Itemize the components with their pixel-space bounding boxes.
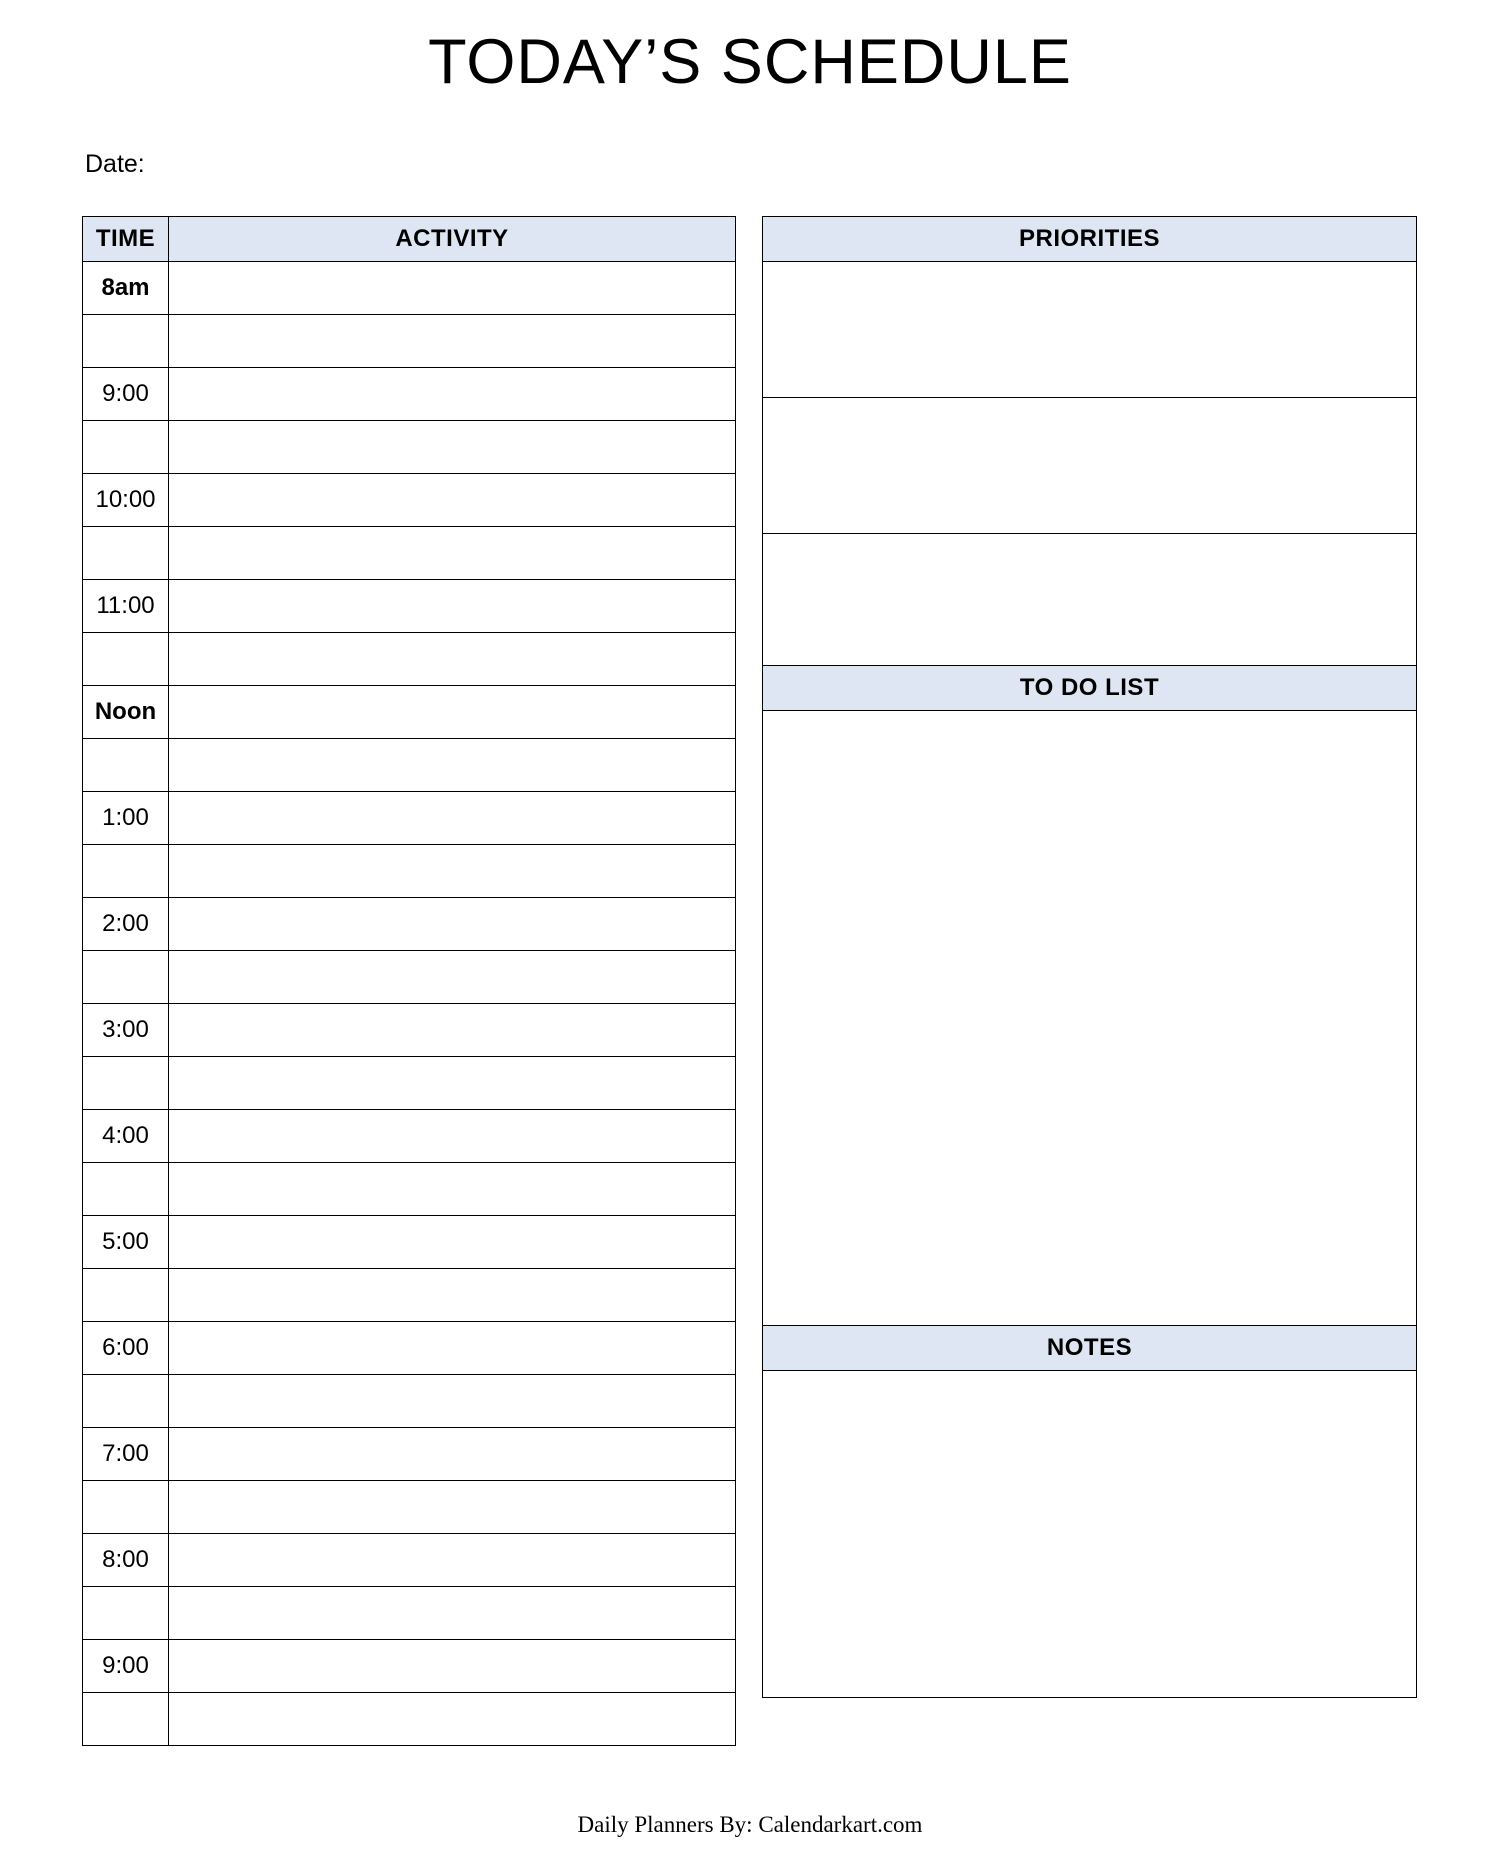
footer-credit: Daily Planners By: Calendarkart.com bbox=[577, 1812, 923, 1837]
activity-cell[interactable] bbox=[169, 368, 736, 421]
schedule-row bbox=[83, 1640, 736, 1693]
priorities-panel bbox=[762, 216, 1417, 666]
schedule-row bbox=[83, 1110, 736, 1163]
schedule-row bbox=[83, 315, 736, 368]
schedule-row bbox=[83, 1269, 736, 1322]
notes-title: NOTES bbox=[763, 1326, 1416, 1371]
schedule-row bbox=[83, 1693, 736, 1746]
time-cell bbox=[83, 951, 169, 1004]
schedule-row bbox=[83, 792, 736, 845]
page-title: TODAY’S SCHEDULE bbox=[428, 27, 1072, 97]
activity-cell[interactable] bbox=[169, 1481, 736, 1534]
time-cell bbox=[83, 1693, 169, 1746]
priorities-title: PRIORITIES bbox=[763, 217, 1416, 262]
schedule-row bbox=[83, 1587, 736, 1640]
schedule-row bbox=[83, 474, 736, 527]
activity-cell[interactable] bbox=[169, 1110, 736, 1163]
time-cell: 1:00 bbox=[83, 792, 169, 845]
schedule-table bbox=[82, 216, 736, 1746]
schedule-row bbox=[83, 1375, 736, 1428]
time-cell bbox=[83, 1587, 169, 1640]
time-cell bbox=[83, 421, 169, 474]
time-cell bbox=[83, 845, 169, 898]
activity-cell[interactable] bbox=[169, 527, 736, 580]
time-cell bbox=[83, 633, 169, 686]
time-cell: 6:00 bbox=[83, 1322, 169, 1375]
schedule-row bbox=[83, 580, 736, 633]
priority-row[interactable] bbox=[763, 534, 1416, 669]
activity-cell[interactable] bbox=[169, 1004, 736, 1057]
schedule-row bbox=[83, 1322, 736, 1375]
activity-cell[interactable] bbox=[169, 686, 736, 739]
schedule-row bbox=[83, 262, 736, 315]
time-cell: 11:00 bbox=[83, 580, 169, 633]
schedule-header-row bbox=[83, 217, 736, 262]
schedule-row bbox=[83, 1428, 736, 1481]
activity-cell[interactable] bbox=[169, 1587, 736, 1640]
activity-cell[interactable] bbox=[169, 262, 736, 315]
time-cell bbox=[83, 739, 169, 792]
time-cell bbox=[83, 1269, 169, 1322]
time-cell bbox=[83, 527, 169, 580]
notes-panel bbox=[762, 1326, 1417, 1698]
time-cell bbox=[83, 1375, 169, 1428]
priority-row[interactable] bbox=[763, 262, 1416, 398]
activity-cell[interactable] bbox=[169, 1375, 736, 1428]
time-cell: 7:00 bbox=[83, 1428, 169, 1481]
activity-cell[interactable] bbox=[169, 474, 736, 527]
activity-cell[interactable] bbox=[169, 421, 736, 474]
activity-cell[interactable] bbox=[169, 1057, 736, 1110]
schedule-body bbox=[83, 262, 736, 1746]
schedule-row bbox=[83, 1057, 736, 1110]
schedule-row bbox=[83, 1534, 736, 1587]
schedule-row bbox=[83, 368, 736, 421]
activity-cell[interactable] bbox=[169, 898, 736, 951]
schedule-row bbox=[83, 845, 736, 898]
activity-cell[interactable] bbox=[169, 739, 736, 792]
activity-cell[interactable] bbox=[169, 1534, 736, 1587]
schedule-row bbox=[83, 1481, 736, 1534]
time-cell: 3:00 bbox=[83, 1004, 169, 1057]
schedule-row bbox=[83, 951, 736, 1004]
priority-row[interactable] bbox=[763, 398, 1416, 534]
time-cell: 8:00 bbox=[83, 1534, 169, 1587]
activity-cell[interactable] bbox=[169, 951, 736, 1004]
schedule-row bbox=[83, 898, 736, 951]
activity-cell[interactable] bbox=[169, 1269, 736, 1322]
schedule-row bbox=[83, 1216, 736, 1269]
date-field-row bbox=[85, 150, 145, 179]
schedule-row bbox=[83, 633, 736, 686]
time-cell: Noon bbox=[83, 686, 169, 739]
activity-cell[interactable] bbox=[169, 315, 736, 368]
right-column bbox=[762, 216, 1417, 1698]
schedule-row bbox=[83, 527, 736, 580]
time-cell: 5:00 bbox=[83, 1216, 169, 1269]
time-cell: 9:00 bbox=[83, 368, 169, 421]
time-cell bbox=[83, 315, 169, 368]
schedule-row bbox=[83, 739, 736, 792]
time-cell: 10:00 bbox=[83, 474, 169, 527]
activity-cell[interactable] bbox=[169, 1428, 736, 1481]
priorities-rows bbox=[763, 262, 1416, 669]
activity-cell[interactable] bbox=[169, 1693, 736, 1746]
time-cell: 8am bbox=[83, 262, 169, 315]
time-cell: 9:00 bbox=[83, 1640, 169, 1693]
schedule-row bbox=[83, 421, 736, 474]
activity-cell[interactable] bbox=[169, 633, 736, 686]
activity-cell[interactable] bbox=[169, 1322, 736, 1375]
schedule-row bbox=[83, 686, 736, 739]
schedule-row bbox=[83, 1163, 736, 1216]
activity-cell[interactable] bbox=[169, 1163, 736, 1216]
activity-cell[interactable] bbox=[169, 792, 736, 845]
time-cell bbox=[83, 1481, 169, 1534]
date-label: Date: bbox=[85, 150, 145, 178]
schedule-row bbox=[83, 1004, 736, 1057]
time-cell: 2:00 bbox=[83, 898, 169, 951]
activity-cell[interactable] bbox=[169, 1640, 736, 1693]
time-cell bbox=[83, 1057, 169, 1110]
time-cell: 4:00 bbox=[83, 1110, 169, 1163]
todo-title: TO DO LIST bbox=[763, 666, 1416, 711]
column-header-time: TIME bbox=[83, 217, 169, 262]
activity-cell[interactable] bbox=[169, 845, 736, 898]
todo-panel bbox=[762, 666, 1417, 1326]
column-header-activity: ACTIVITY bbox=[169, 217, 736, 262]
activity-cell[interactable] bbox=[169, 1216, 736, 1269]
time-cell bbox=[83, 1163, 169, 1216]
activity-cell[interactable] bbox=[169, 580, 736, 633]
